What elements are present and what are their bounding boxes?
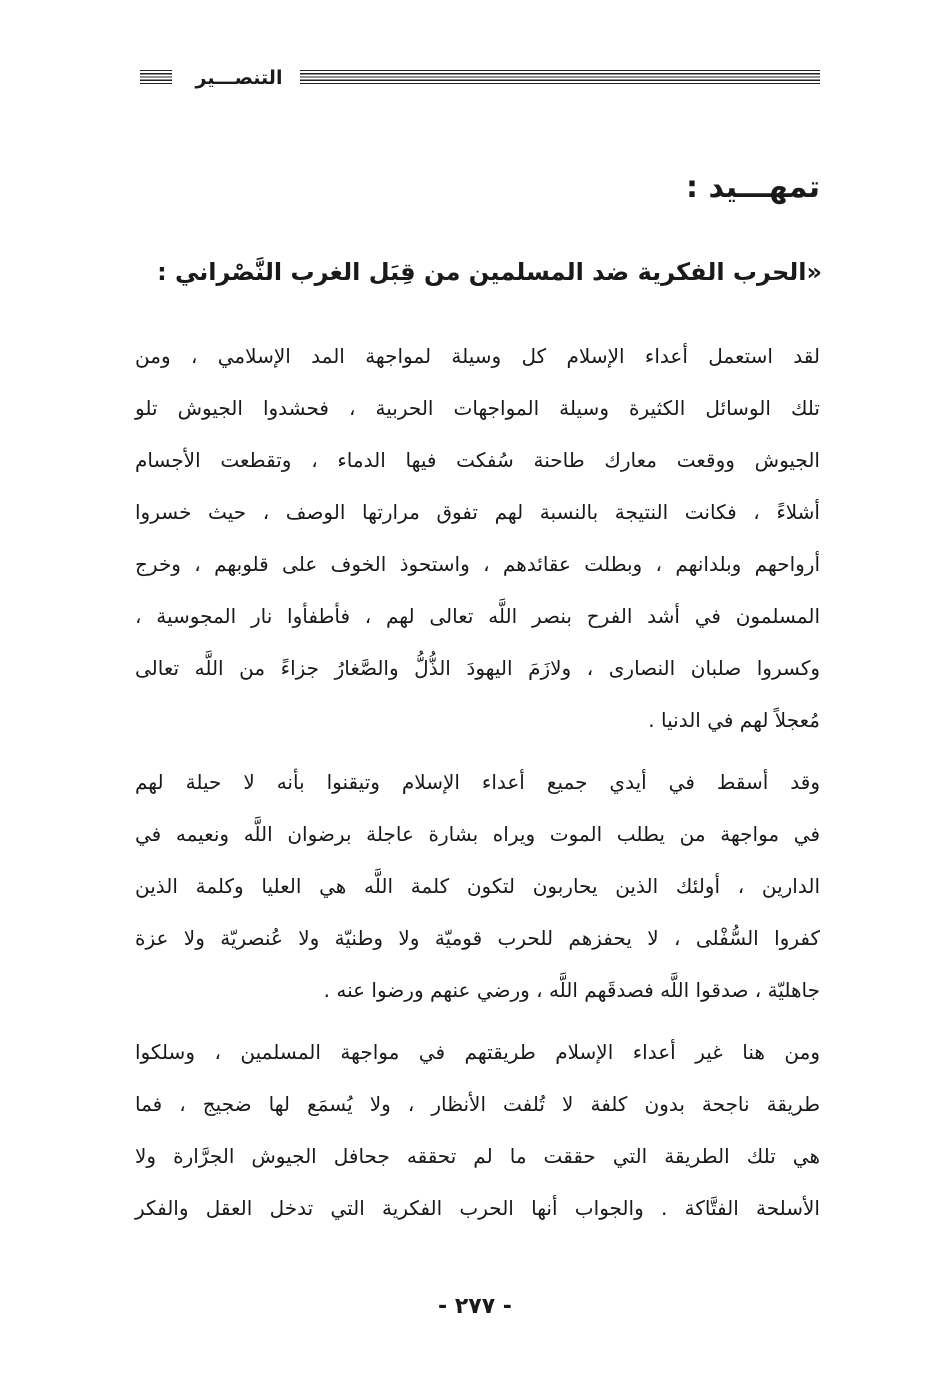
text-line: وكسروا صلبان النصارى ، ولازَمَ اليهودَ الذُّلُّ والصَّغارُ جزاءً من اللَّه تعالى [135,656,820,680]
text-line: تلك الوسائل الكثيرة وسيلة المواجهات الحربية ، فحشدوا الجيوش تلو [135,396,820,420]
text-line: الجيوش ووقعت معارك طاحنة سُفكت فيها الدماء ، وتقطعت الأجسام [135,448,820,472]
text-line: في مواجهة من يطلب الموت ويراه بشارة عاجلة برضوان اللَّه ونعيمه في [135,822,820,846]
text-line: أشلاءً ، فكانت النتيجة بالنسبة لهم تفوق مرارتها الوصف ، حيث خسروا [135,500,820,524]
header-title: التنصـــير [195,67,283,89]
header-rule-left [140,70,172,86]
text-line: جاهليّة ، صدقوا اللَّه فصدقَهم اللَّه ، ورضي عنهم ورضوا عنه . [323,978,820,1002]
paragraph-1 [135,330,820,746]
header-rule-right [300,70,820,86]
text-line: أرواحهم وبلدانهم ، وبطلت عقائدهم ، واستحوذ الخوف على قلوبهم ، وخرج [135,552,820,576]
text-line: الأسلحة الفتَّاكة . والجواب أنها الحرب الفكرية التي تدخل العقل والفكر [135,1196,820,1220]
text-line: الدارين ، أولئك الذين يحاربون لتكون كلمة اللَّه هي العليا وكلمة الذين [135,874,820,898]
text-line: لقد استعمل أعداء الإسلام كل وسيلة لمواجهة المد الإسلامي ، ومن [135,344,820,368]
running-header [140,64,820,94]
text-line: طريقة ناجحة بدون كلفة لا تُلفت الأنظار ، ولا يُسمَع لها ضجيج ، فما [135,1092,820,1116]
paragraph-2 [135,756,820,1016]
text-line: كفروا السُّفْلى ، لا يحفزهم للحرب قوميّة ولا وطنيّة ولا عُنصريّة ولا عزة [135,926,820,950]
text-line: المسلمون في أشد الفرح بنصر اللَّه تعالى لهم ، فأطفأوا نار المجوسية ، [135,604,820,628]
paragraph-3 [135,1026,820,1234]
text-line: مُعجلاً لهم في الدنيا . [648,708,820,732]
page-number: - ٢٧٧ - [438,1294,512,1319]
intro-heading: تمهـــيد : [686,170,820,205]
text-line: وقد أسقط في أيدي جميع أعداء الإسلام وتيقنوا بأنه لا حيلة لهم [135,770,820,794]
text-line: هي تلك الطريقة التي حققت ما لم تحققه جحافل الجيوش الجرَّارة ولا [135,1144,820,1168]
section-subtitle: «الحرب الفكرية ضد المسلمين من قِبَل الغرب النَّصْراني : [157,258,822,286]
text-line: ومن هنا غير أعداء الإسلام طريقتهم في مواجهة المسلمين ، وسلكوا [135,1040,820,1064]
